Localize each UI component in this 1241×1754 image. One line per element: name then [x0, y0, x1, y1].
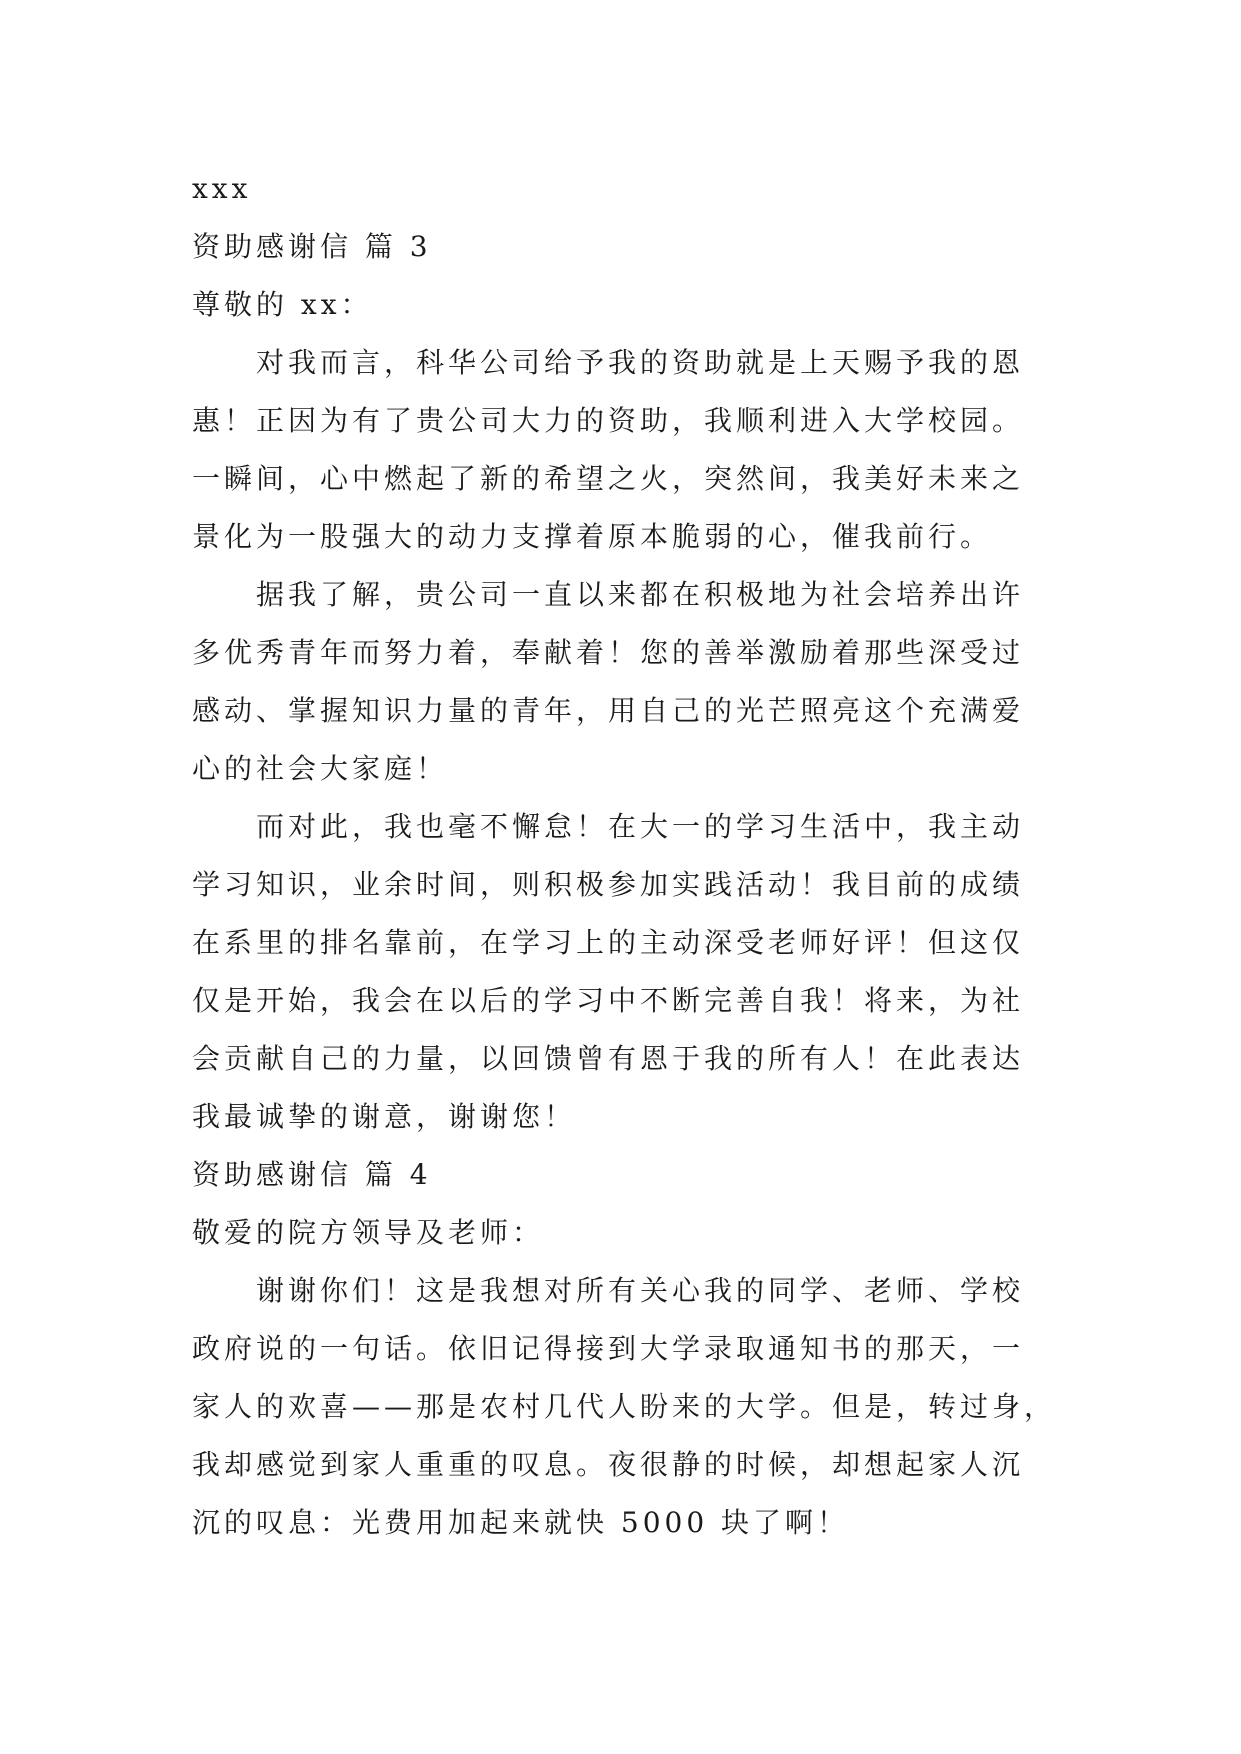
text-line: 政府说的一句话。依旧记得接到大学录取通知书的那天，一 — [192, 1332, 1025, 1365]
letter3-paragraph-2 — [192, 576, 1052, 788]
text-line: 我最诚挚的谢意，谢谢您！ — [192, 1100, 577, 1133]
letter3-heading: 资助感谢信 篇 3 — [192, 230, 432, 263]
text-line: 沉的叹息：光费用加起来就快 5000 块了啊！ — [192, 1506, 850, 1539]
text-line: 惠！正因为有了贵公司大力的资助，我顺利进入大学校园。 — [192, 404, 1025, 437]
text-line: 谢谢你们！这是我想对所有关心我的同学、老师、学校 — [256, 1274, 1025, 1307]
letter4-paragraph-1 — [192, 1272, 1057, 1542]
letter3-paragraph-1 — [192, 344, 1052, 556]
text-line: 家人的欢喜——那是农村几代人盼来的大学。但是，转过身， — [192, 1390, 1057, 1423]
text-line: 我却感觉到家人重重的叹息。夜很静的时候，却想起家人沉 — [192, 1448, 1025, 1481]
text-line: 会贡献自己的力量，以回馈曾有恩于我的所有人！在此表达 — [192, 1042, 1025, 1075]
letter3-paragraph-3 — [192, 808, 1052, 1136]
letter3-salutation: 尊敬的 xx： — [192, 288, 373, 321]
text-line: 在系里的排名靠前，在学习上的主动深受老师好评！但这仅 — [192, 926, 1025, 959]
letter4-heading: 资助感谢信 篇 4 — [192, 1158, 432, 1191]
text-line: 据我了解，贵公司一直以来都在积极地为社会培养出许 — [256, 578, 1025, 611]
text-line: 景化为一股强大的动力支撑着原本脆弱的心，催我前行。 — [192, 520, 993, 553]
letter4-salutation: 敬爱的院方领导及老师： — [192, 1216, 545, 1249]
text-line: 仅是开始，我会在以后的学习中不断完善自我！将来，为社 — [192, 984, 1025, 1017]
signature: xxx — [192, 172, 252, 205]
text-line: 而对此，我也毫不懈怠！在大一的学习生活中，我主动 — [256, 810, 1025, 843]
document-page — [192, 170, 1057, 1562]
text-line: 学习知识，业余时间，则积极参加实践活动！我目前的成绩 — [192, 868, 1025, 901]
text-line: 多优秀青年而努力着，奉献着！您的善举激励着那些深受过 — [192, 636, 1025, 669]
text-line: 心的社会大家庭！ — [192, 752, 449, 785]
text-line: 感动、掌握知识力量的青年，用自己的光芒照亮这个充满爱 — [192, 694, 1025, 727]
text-line: 一瞬间，心中燃起了新的希望之火，突然间，我美好未来之 — [192, 462, 1025, 495]
text-line: 对我而言，科华公司给予我的资助就是上天赐予我的恩 — [256, 346, 1025, 379]
